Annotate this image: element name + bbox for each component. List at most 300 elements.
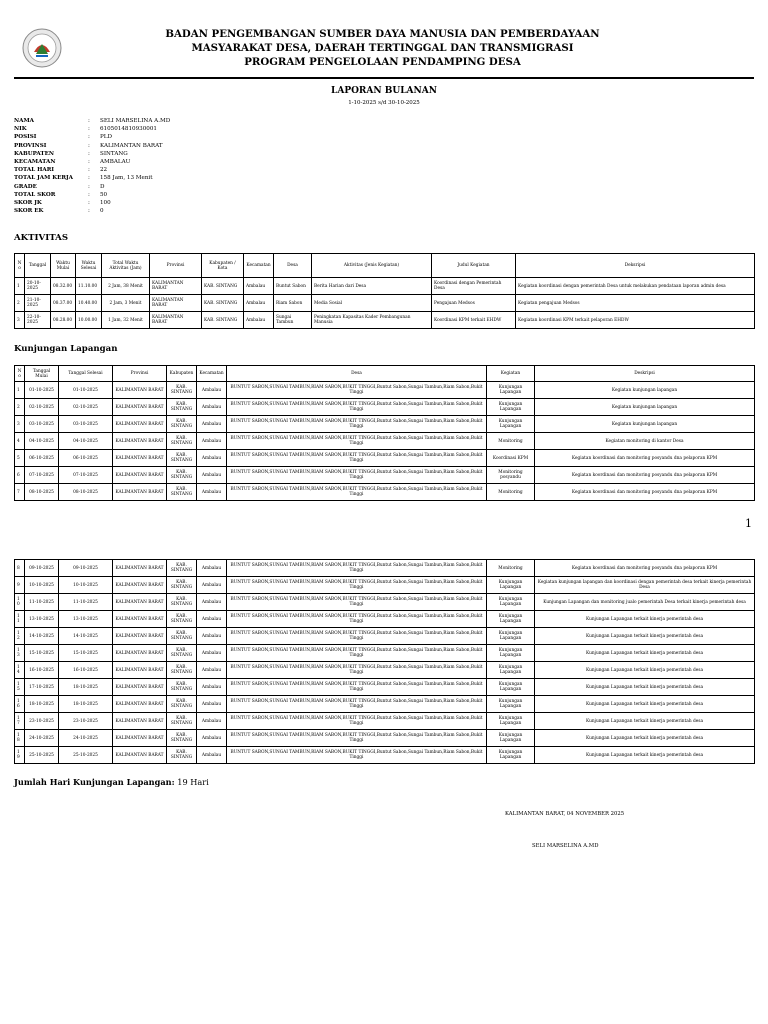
table-cell: 2 Jam, 3 Menit	[102, 295, 150, 312]
table-cell: 18	[15, 730, 25, 747]
table-cell: KAB. SINTANG	[167, 577, 197, 594]
table-row	[15, 467, 755, 484]
table-cell: Kunjungan Lapangan terkait kinerja pemerintah desa	[535, 747, 755, 764]
table-cell: KAB. SINTANG	[167, 730, 197, 747]
column-header: Aktivitas (Jenis Kegiatan)	[312, 254, 432, 278]
table-row	[15, 560, 755, 577]
table-cell: KALIMANTAN BARAT	[113, 696, 167, 713]
table-cell: Ambalau	[197, 399, 227, 416]
table-cell: KAB. SINTANG	[167, 467, 197, 484]
table-cell: Ambalau	[197, 611, 227, 628]
table-cell: BUNTUT SABON,SUNGAI TAMBUN,RIAM SABON,BUKIT TINGGI,Buntut Sabon,Sungai Tambun,Riam Sabon,Bukit Tinggi	[227, 577, 487, 594]
table-cell: KAB. SINTANG	[167, 611, 197, 628]
table-cell: BUNTUT SABON,SUNGAI TAMBUN,RIAM SABON,BUKIT TINGGI,Buntut Sabon,Sungai Tambun,Riam Sabon,Bukit Tinggi	[227, 416, 487, 433]
table-cell: BUNTUT SABON,SUNGAI TAMBUN,RIAM SABON,BUKIT TINGGI,Buntut Sabon,Sungai Tambun,Riam Sabon,Bukit Tinggi	[227, 484, 487, 501]
table-cell: BUNTUT SABON,SUNGAI TAMBUN,RIAM SABON,BUKIT TINGGI,Buntut Sabon,Sungai Tambun,Riam Sabon,Bukit Tinggi	[227, 382, 487, 399]
column-header: Waktu Mulai	[51, 254, 76, 278]
summary-label: Jumlah Hari Kunjungan Lapangan:	[14, 777, 175, 787]
table-cell: Kunjungan Lapangan	[487, 399, 535, 416]
table-cell: KALIMANTAN BARAT	[113, 433, 167, 450]
info-label: SKOR JK	[14, 200, 42, 207]
table-cell: Kegiatan kunjungan lapangan	[535, 382, 755, 399]
table-cell: KAB. SINTANG	[167, 560, 197, 577]
table-cell: KALIMANTAN BARAT	[113, 679, 167, 696]
table-cell: Kegiatan kunjungan lapangan	[535, 416, 755, 433]
info-label: PROVINSI	[14, 142, 47, 149]
column-header: Kabupaten	[167, 366, 197, 382]
table-cell: KALIMANTAN BARAT	[113, 416, 167, 433]
column-header: No	[15, 366, 25, 382]
table-row	[15, 730, 755, 747]
table-cell: Kunjungan Lapangan	[487, 628, 535, 645]
table-cell: KALIMANTAN BARAT	[113, 577, 167, 594]
info-value: 100	[100, 200, 111, 207]
info-value: 6105014810930001	[100, 126, 157, 133]
table-row	[15, 713, 755, 730]
table-cell: KAB. SINTANG	[167, 628, 197, 645]
info-row	[14, 142, 170, 150]
table-cell: 04-10-2025	[25, 433, 59, 450]
info-label: POSISI	[14, 134, 37, 141]
column-header: Kegiatan	[487, 366, 535, 382]
table-cell: 10.00.00	[76, 312, 102, 329]
table-cell: BUNTUT SABON,SUNGAI TAMBUN,RIAM SABON,BUKIT TINGGI,Buntut Sabon,Sungai Tambun,Riam Sabon,Bukit Tinggi	[227, 594, 487, 611]
table-cell: 6	[15, 467, 25, 484]
table-cell: 10-10-2025	[25, 577, 59, 594]
table-cell: Kunjungan Lapangan	[487, 730, 535, 747]
info-row	[14, 158, 170, 166]
signature-place-date: KALIMANTAN BARAT, 04 NOVEMBER 2025	[505, 811, 625, 817]
table-row	[15, 312, 755, 329]
table-cell: Kunjungan Lapangan	[487, 416, 535, 433]
table-row	[15, 662, 755, 679]
table-cell: Kunjungan Lapangan	[487, 645, 535, 662]
table-cell: BUNTUT SABON,SUNGAI TAMBUN,RIAM SABON,BUKIT TINGGI,Buntut Sabon,Sungai Tambun,Riam Sabon,Bukit Tinggi	[227, 696, 487, 713]
table-cell: KALIMANTAN BARAT	[113, 484, 167, 501]
table-cell: 18-10-2025	[59, 679, 113, 696]
info-row	[14, 207, 170, 215]
table-cell: 07-10-2025	[59, 467, 113, 484]
table-cell: 08.28.00	[51, 312, 76, 329]
table-row	[15, 594, 755, 611]
table-cell: KAB. SINTANG	[167, 594, 197, 611]
table-cell: BUNTUT SABON,SUNGAI TAMBUN,RIAM SABON,BUKIT TINGGI,Buntut Sabon,Sungai Tambun,Riam Sabon,Bukit Tinggi	[227, 628, 487, 645]
table-cell: 10.40.00	[76, 295, 102, 312]
column-header: Desa	[227, 366, 487, 382]
table-cell: KAB. SINTANG	[167, 484, 197, 501]
table-cell: 09-10-2025	[25, 560, 59, 577]
table-cell: Riam Sabon	[274, 295, 312, 312]
kunjungan-heading: Kunjungan Lapangan	[14, 344, 118, 354]
report-period: 1-10-2025 s/d 30-10-2025	[348, 100, 420, 106]
table-cell: BUNTUT SABON,SUNGAI TAMBUN,RIAM SABON,BUKIT TINGGI,Buntut Sabon,Sungai Tambun,Riam Sabon,Bukit Tinggi	[227, 662, 487, 679]
table-cell: KAB. SINTANG	[167, 747, 197, 764]
info-colon: :	[88, 118, 90, 124]
table-cell: Kunjungan Lapangan dan monitoring jualo pemerintah Desa terkait kinerja pemerintah desa	[535, 594, 755, 611]
table-cell: Ambalau	[197, 416, 227, 433]
info-row	[14, 125, 170, 133]
table-cell: Ambalau	[244, 312, 274, 329]
table-row	[15, 645, 755, 662]
report-title: LAPORAN BULANAN	[331, 86, 437, 96]
table-cell: KAB. SINTANG	[167, 679, 197, 696]
table-cell: 11-10-2025	[25, 594, 59, 611]
column-header: Tanggal Selesai	[59, 366, 113, 382]
table-cell: 04-10-2025	[59, 433, 113, 450]
info-label: NIK	[14, 126, 27, 133]
table-cell: 08.32.00	[51, 278, 76, 295]
table-cell: Monitoring posyandu	[487, 467, 535, 484]
table-cell: 14	[15, 662, 25, 679]
column-header: Provinsi	[113, 366, 167, 382]
table-cell: BUNTUT SABON,SUNGAI TAMBUN,RIAM SABON,BUKIT TINGGI,Buntut Sabon,Sungai Tambun,Riam Sabon,Bukit Tinggi	[227, 467, 487, 484]
table-cell: 08-10-2025	[25, 484, 59, 501]
table-cell: KALIMANTAN BARAT	[113, 594, 167, 611]
table-cell: 08-10-2025	[59, 484, 113, 501]
table-cell: Ambalau	[197, 450, 227, 467]
table-cell: Ambalau	[197, 679, 227, 696]
info-colon: :	[88, 142, 90, 149]
table-cell: KALIMANTAN BARAT	[113, 662, 167, 679]
table-row	[15, 382, 755, 399]
table-cell: 06-10-2025	[59, 450, 113, 467]
table-cell: Kunjungan Lapangan terkait kinerja pemerintah desa	[535, 696, 755, 713]
table-cell: Ambalau	[197, 433, 227, 450]
table-cell: 18-10-2025	[25, 696, 59, 713]
table-row	[15, 433, 755, 450]
table-cell: Sungai Tambun	[274, 312, 312, 329]
table-cell: Kegiatan koordinasi dan monitoring posyandu dna pelaporan KPM	[535, 467, 755, 484]
table-cell: KAB. SINTANG	[167, 662, 197, 679]
table-cell: 13-10-2025	[59, 611, 113, 628]
table-cell: KAB. SINTANG	[167, 450, 197, 467]
table-cell: Kunjungan Lapangan terkait kinerja pemerintah desa	[535, 611, 755, 628]
table-cell: Kunjungan Lapangan terkait kinerja pemerintah desa	[535, 730, 755, 747]
table-cell: 22-10-2025	[25, 312, 51, 329]
table-cell: KAB. SINTANG	[167, 399, 197, 416]
table-cell: 20-10-2025	[25, 278, 51, 295]
table-cell: KALIMANTAN BARAT	[113, 399, 167, 416]
table-cell: BUNTUT SABON,SUNGAI TAMBUN,RIAM SABON,BUKIT TINGGI,Buntut Sabon,Sungai Tambun,Riam Sabon,Bukit Tinggi	[227, 645, 487, 662]
table-cell: Kegiatan pengajuan Medsos	[516, 295, 755, 312]
table-cell: Ambalau	[197, 467, 227, 484]
table-cell: 2	[15, 399, 25, 416]
table-cell: 7	[15, 484, 25, 501]
column-header: Kecamatan	[197, 366, 227, 382]
table-cell: BUNTUT SABON,SUNGAI TAMBUN,RIAM SABON,BUKIT TINGGI,Buntut Sabon,Sungai Tambun,Riam Sabon,Bukit Tinggi	[227, 730, 487, 747]
aktivitas-table	[14, 253, 755, 329]
table-cell: Ambalau	[197, 577, 227, 594]
header-divider	[14, 77, 754, 79]
table-cell: Kegiatan monitoring di kantor Desa	[535, 433, 755, 450]
table-cell: Kunjungan Lapangan	[487, 382, 535, 399]
table-cell: 01-10-2025	[59, 382, 113, 399]
table-cell: Kunjungan Lapangan terkait kinerja pemerintah desa	[535, 628, 755, 645]
table-cell: KAB. SINTANG	[202, 312, 244, 329]
table-row	[15, 577, 755, 594]
table-cell: 08.37.00	[51, 295, 76, 312]
table-cell: Kunjungan Lapangan	[487, 577, 535, 594]
table-cell: 18-10-2025	[59, 696, 113, 713]
table-row	[15, 295, 755, 312]
table-cell: KALIMANTAN BARAT	[113, 382, 167, 399]
table-cell: Ambalau	[197, 713, 227, 730]
table-cell: KALIMANTAN BARAT	[113, 628, 167, 645]
table-cell: Kunjungan Lapangan terkait kinerja pemerintah desa	[535, 713, 755, 730]
info-value: 22	[100, 167, 108, 174]
table-cell: Monitoring	[487, 484, 535, 501]
table-cell: BUNTUT SABON,SUNGAI TAMBUN,RIAM SABON,BUKIT TINGGI,Buntut Sabon,Sungai Tambun,Riam Sabon,Bukit Tinggi	[227, 747, 487, 764]
summary-value: 19 Hari	[177, 777, 209, 787]
column-header: Tanggal Mulai	[25, 366, 59, 382]
info-colon: :	[88, 200, 90, 207]
table-cell: BUNTUT SABON,SUNGAI TAMBUN,RIAM SABON,BUKIT TINGGI,Buntut Sabon,Sungai Tambun,Riam Sabon,Bukit Tinggi	[227, 679, 487, 696]
table-cell: Ambalau	[197, 382, 227, 399]
table-cell: Kunjungan Lapangan terkait kinerja pemerintah desa	[535, 645, 755, 662]
info-label: KABUPATEN	[14, 150, 54, 157]
column-header: Waktu Selesai	[76, 254, 102, 278]
info-value: KALIMANTAN BARAT	[100, 142, 163, 149]
table-row	[15, 484, 755, 501]
table-cell: 1 Jam, 32 Menit	[102, 312, 150, 329]
info-value: SELI MARSELINA A.MD	[100, 118, 171, 124]
table-cell: BUNTUT SABON,SUNGAI TAMBUN,RIAM SABON,BUKIT TINGGI,Buntut Sabon,Sungai Tambun,Riam Sabon,Bukit Tinggi	[227, 611, 487, 628]
info-colon: :	[88, 150, 90, 157]
table-cell: KALIMANTAN BARAT	[113, 730, 167, 747]
signature-name: SELI MARSELINA A.MD	[532, 843, 599, 849]
table-cell: 02-10-2025	[59, 399, 113, 416]
info-colon: :	[88, 208, 90, 215]
column-header: Judul Kegiatan	[432, 254, 516, 278]
column-header: Deskripsi	[535, 366, 755, 382]
page-number: 1	[745, 517, 752, 530]
table-row	[15, 628, 755, 645]
column-header: Desa	[274, 254, 312, 278]
table-cell: KAB. SINTANG	[167, 713, 197, 730]
info-row	[14, 133, 170, 141]
table-cell: 02-10-2025	[25, 399, 59, 416]
table-cell: Peningkatan Kapasitas Kader Pembangunan Manusia	[312, 312, 432, 329]
info-label: NAMA	[14, 118, 34, 124]
table-cell: Koordinasi dengan Pemerintah Desa	[432, 278, 516, 295]
table-row	[15, 450, 755, 467]
ministry-logo-icon	[22, 28, 62, 68]
table-cell: KALIMANTAN BARAT	[113, 467, 167, 484]
table-cell: Ambalau	[197, 645, 227, 662]
info-row	[14, 150, 170, 158]
table-cell: 15	[15, 679, 25, 696]
info-colon: :	[88, 134, 90, 141]
info-row	[14, 174, 170, 182]
table-cell: 25-10-2025	[59, 747, 113, 764]
table-cell: Koordinasi KPM terkait EHDW	[432, 312, 516, 329]
table-cell: 13	[15, 645, 25, 662]
table-row	[15, 278, 755, 295]
table-cell: Kunjungan Lapangan	[487, 747, 535, 764]
column-header: Kecamatan	[244, 254, 274, 278]
institution-header	[130, 27, 635, 69]
table-cell: KALIMANTAN BARAT	[150, 278, 202, 295]
column-header: Total Waktu Aktivitas (Jam)	[102, 254, 150, 278]
info-row	[14, 117, 170, 125]
info-row	[14, 183, 170, 191]
table-row	[15, 679, 755, 696]
table-cell: KALIMANTAN BARAT	[113, 645, 167, 662]
table-cell: 23-10-2025	[59, 713, 113, 730]
table-cell: Koordinasi KPM	[487, 450, 535, 467]
table-cell: Kegiatan koordinasi dengan pemerintah Desa untuk melakukan pendataan laporan admin desa	[516, 278, 755, 295]
table-cell: 21-10-2025	[25, 295, 51, 312]
table-cell: 5	[15, 450, 25, 467]
table-cell: Pengajuan Medsos	[432, 295, 516, 312]
table-cell: KAB. SINTANG	[167, 645, 197, 662]
table-cell: Ambalau	[197, 594, 227, 611]
table-cell: KALIMANTAN BARAT	[113, 450, 167, 467]
table-cell: BUNTUT SABON,SUNGAI TAMBUN,RIAM SABON,BUKIT TINGGI,Buntut Sabon,Sungai Tambun,Riam Sabon,Bukit Tinggi	[227, 560, 487, 577]
info-label: TOTAL HARI	[14, 167, 55, 174]
info-row	[14, 166, 170, 174]
header-line-2: MASYARAKAT DESA, DAERAH TERTINGGAL DAN TRANSMIGRASI	[191, 42, 574, 54]
table-cell: 25-10-2025	[25, 747, 59, 764]
table-cell: Kegiatan koordinasi dan monitoring posyandu dna pelaporan KPM	[535, 560, 755, 577]
table-cell: KAB. SINTANG	[167, 382, 197, 399]
info-value: 0	[100, 208, 104, 215]
table-cell: Kunjungan Lapangan	[487, 611, 535, 628]
table-cell: BUNTUT SABON,SUNGAI TAMBUN,RIAM SABON,BUKIT TINGGI,Buntut Sabon,Sungai Tambun,Riam Sabon,Bukit Tinggi	[227, 433, 487, 450]
column-header: Kabupaten / Kota	[202, 254, 244, 278]
table-cell: 14-10-2025	[59, 628, 113, 645]
table-cell: KALIMANTAN BARAT	[113, 713, 167, 730]
table-cell: 1	[15, 278, 25, 295]
info-label: GRADE	[14, 183, 37, 190]
table-cell: 11-10-2025	[59, 594, 113, 611]
table-cell: 01-10-2025	[25, 382, 59, 399]
table-cell: Ambalau	[197, 730, 227, 747]
table-row	[15, 747, 755, 764]
kunjungan-table-continued	[14, 559, 755, 764]
table-cell: 2	[15, 295, 25, 312]
table-cell: 1	[15, 382, 25, 399]
table-cell: KAB. SINTANG	[167, 696, 197, 713]
table-cell: Buntut Sabon	[274, 278, 312, 295]
table-cell: 24-10-2025	[59, 730, 113, 747]
table-cell: 12	[15, 628, 25, 645]
employee-info	[14, 117, 170, 215]
table-cell: BUNTUT SABON,SUNGAI TAMBUN,RIAM SABON,BUKIT TINGGI,Buntut Sabon,Sungai Tambun,Riam Sabon,Bukit Tinggi	[227, 450, 487, 467]
table-cell: 3	[15, 312, 25, 329]
table-cell: Kunjungan Lapangan terkait kinerja pemerintah desa	[535, 662, 755, 679]
table-cell: 17-10-2025	[25, 679, 59, 696]
table-cell: BUNTUT SABON,SUNGAI TAMBUN,RIAM SABON,BUKIT TINGGI,Buntut Sabon,Sungai Tambun,Riam Sabon,Bukit Tinggi	[227, 713, 487, 730]
table-cell: Ambalau	[197, 696, 227, 713]
info-row	[14, 199, 170, 207]
info-label: TOTAL JAM KERJA	[14, 175, 73, 182]
column-header: Deksripsi	[516, 254, 755, 278]
table-cell: Kegiatan koordinasi dan monitoring posyandu dna pelaporan KPM	[535, 484, 755, 501]
table-cell: 10-10-2025	[59, 577, 113, 594]
table-cell: 03-10-2025	[59, 416, 113, 433]
table-cell: Ambalau	[244, 278, 274, 295]
table-row	[15, 696, 755, 713]
table-cell: 8	[15, 560, 25, 577]
table-cell: Kegiatan koordinasi dan monitoring posyandu dna pelaporan KPM	[535, 450, 755, 467]
table-cell: Kunjungan Lapangan terkait kinerja pemerintah desa	[535, 679, 755, 696]
header-line-3: PROGRAM PENGELOLAAN PENDAMPING DESA	[244, 56, 521, 68]
info-value: 158 Jam, 13 Menit	[100, 175, 153, 182]
table-cell: 9	[15, 577, 25, 594]
table-cell: Kunjungan Lapangan	[487, 679, 535, 696]
column-header: Tanggal	[25, 254, 51, 278]
page-break	[0, 540, 768, 552]
info-colon: :	[88, 175, 90, 182]
column-header: Provinsi	[150, 254, 202, 278]
table-cell: 2 Jam, 38 Menit	[102, 278, 150, 295]
table-cell: Kegiatan koordinasi KPM terkait pelaporan EHDW	[516, 312, 755, 329]
table-cell: 16	[15, 696, 25, 713]
table-cell: 3	[15, 416, 25, 433]
table-cell: Ambalau	[244, 295, 274, 312]
info-row	[14, 191, 170, 199]
table-cell: Media Sosial	[312, 295, 432, 312]
table-cell: Ambalau	[197, 662, 227, 679]
table-cell: 13-10-2025	[25, 611, 59, 628]
table-cell: KALIMANTAN BARAT	[113, 611, 167, 628]
table-row	[15, 611, 755, 628]
kunjungan-table	[14, 365, 755, 501]
info-value: D	[100, 183, 105, 190]
table-cell: 23-10-2025	[25, 713, 59, 730]
table-cell: 24-10-2025	[25, 730, 59, 747]
table-cell: 15-10-2025	[25, 645, 59, 662]
table-cell: Berita Harian dari Desa	[312, 278, 432, 295]
table-cell: Kunjungan Lapangan	[487, 594, 535, 611]
table-cell: Ambalau	[197, 484, 227, 501]
table-cell: KALIMANTAN BARAT	[113, 747, 167, 764]
info-value: PLD	[100, 134, 112, 141]
table-cell: KAB. SINTANG	[167, 416, 197, 433]
info-label: SKOR EK	[14, 208, 44, 215]
table-cell: KAB. SINTANG	[202, 278, 244, 295]
aktivitas-heading: AKTIVITAS	[14, 233, 69, 243]
table-cell: 19	[15, 747, 25, 764]
table-cell: 11.10.00	[76, 278, 102, 295]
table-cell: 16-10-2025	[59, 662, 113, 679]
info-value: SINTANG	[100, 150, 128, 157]
table-cell: BUNTUT SABON,SUNGAI TAMBUN,RIAM SABON,BUKIT TINGGI,Buntut Sabon,Sungai Tambun,Riam Sabon,Bukit Tinggi	[227, 399, 487, 416]
table-cell: Kegiatan kunjungan lapangan	[535, 399, 755, 416]
info-colon: :	[88, 167, 90, 174]
table-cell: 06-10-2025	[25, 450, 59, 467]
table-cell: 11	[15, 611, 25, 628]
table-cell: KALIMANTAN BARAT	[150, 312, 202, 329]
table-cell: Ambalau	[197, 747, 227, 764]
table-cell: KAB. SINTANG	[202, 295, 244, 312]
table-cell: 15-10-2025	[59, 645, 113, 662]
table-cell: KALIMANTAN BARAT	[150, 295, 202, 312]
table-cell: 03-10-2025	[25, 416, 59, 433]
table-cell: 07-10-2025	[25, 467, 59, 484]
visit-summary	[14, 777, 209, 787]
table-cell: Ambalau	[197, 560, 227, 577]
table-cell: Kegiatan kunjungan lapangan dan koordinasi dengan pemerintah desa terkait kinerja pemerintah Desa	[535, 577, 755, 594]
info-colon: :	[88, 126, 90, 133]
table-cell: Kunjungan Lapangan	[487, 696, 535, 713]
table-row	[15, 399, 755, 416]
table-cell: 10	[15, 594, 25, 611]
table-cell: 09-10-2025	[59, 560, 113, 577]
table-cell: KAB. SINTANG	[167, 433, 197, 450]
info-value: 50	[100, 191, 108, 198]
